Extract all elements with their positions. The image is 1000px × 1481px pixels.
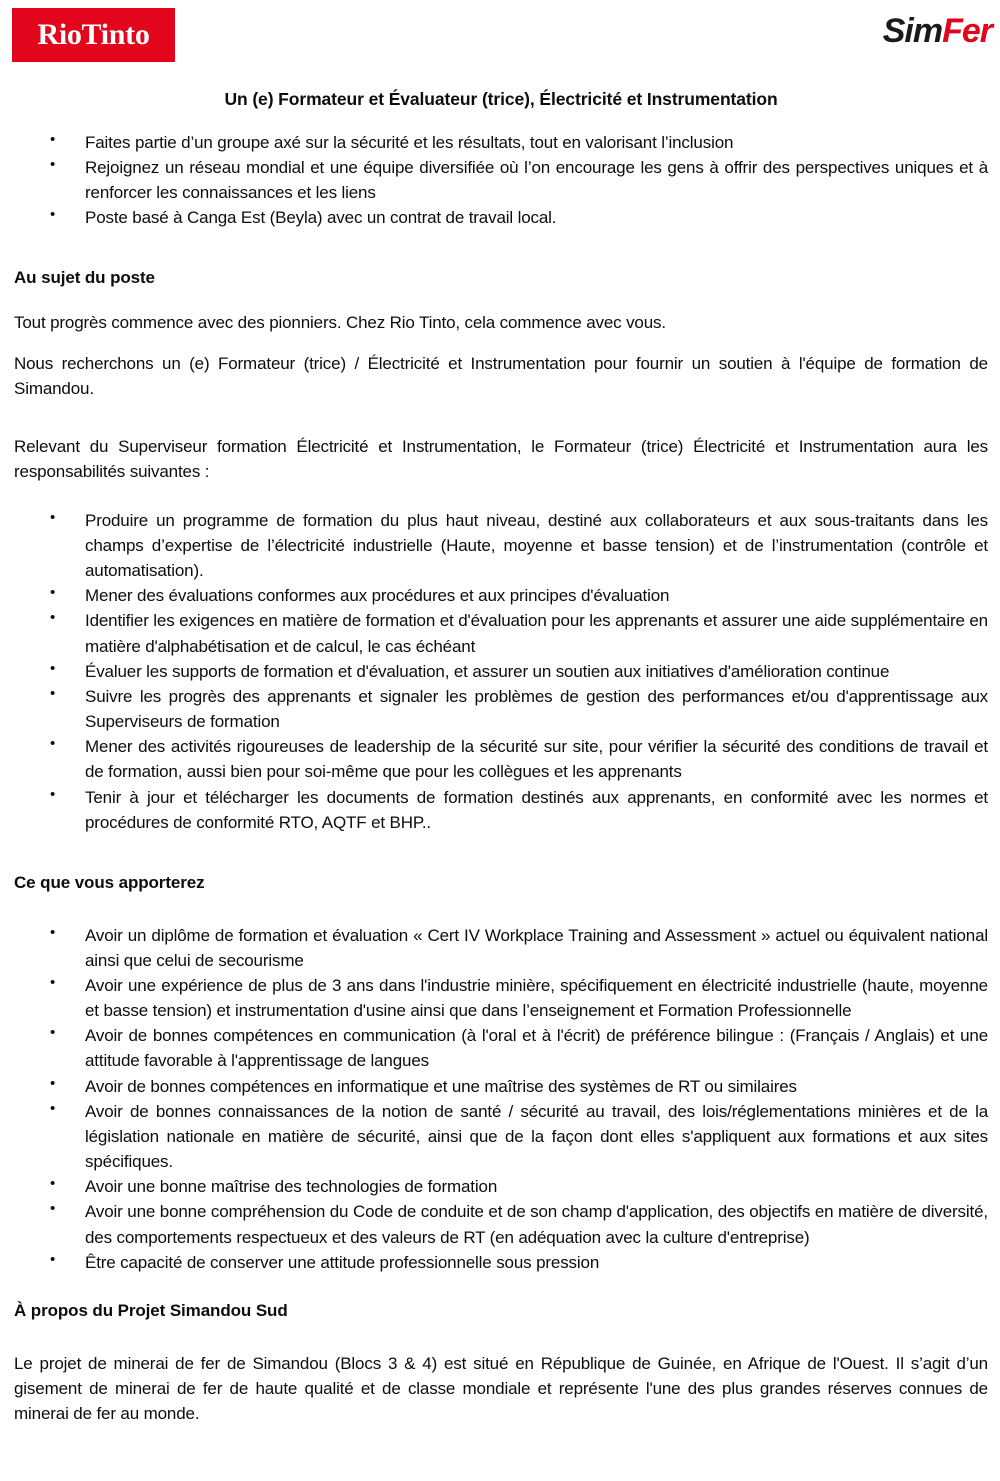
list-item: • Être capacité de conserver une attitude professionnelle sous pression — [14, 1250, 988, 1275]
section-heading-what-you-bring: Ce que vous apporterez — [14, 872, 205, 892]
simfer-wordmark-fer: Fer — [942, 12, 992, 50]
list-item: • Avoir une expérience de plus de 3 ans dans l'industrie minière, spécifiquement en électricité industrielle (haute, moyenne et basse tension) et instrumentation d'usine ainsi que dans l’enseignement et Formation Professionnelle — [14, 973, 988, 1023]
riotinto-wordmark: RioTinto — [37, 18, 150, 51]
section-heading-about-project: À propos du Projet Simandou Sud — [14, 1300, 288, 1320]
list-item: • Avoir un diplôme de formation et évaluation « Cert IV Workplace Training and Assessment » actuel ou équivalent national ainsi que celui de secourisme — [14, 923, 988, 973]
list-item: • Poste basé à Canga Est (Beyla) avec un contrat de travail local. — [14, 205, 988, 230]
list-item: • Avoir de bonnes connaissances de la notion de santé / sécurité au travail, des lois/réglementations minières et de la législation nationale en matière de sécurité, ainsi que de la façon dont elles s'appliquent aux formations et aux sites spécifiques. — [14, 1099, 988, 1174]
list-item: • Faites partie d’un groupe axé sur la sécurité et les résultats, tout en valorisant l’inclusion — [14, 130, 988, 155]
document-header — [0, 0, 1000, 72]
section-heading-about-role: Au sujet du poste — [14, 268, 155, 288]
list-item: • Avoir une bonne compréhension du Code de conduite et de son champ d'application, des objectifs en matière de diversité, des comportements respectueux et des valeurs de RT (en adéquation avec la culture d'entreprise) — [14, 1199, 988, 1249]
about-role-paragraph-1: Tout progrès commence avec des pionniers. Chez Rio Tinto, cela commence avec vous. — [14, 313, 666, 333]
intro-bullet-list — [14, 130, 988, 231]
simfer-wordmark-sim: Sim — [882, 12, 943, 50]
about-role-paragraph-2: Nous recherchons un (e) Formateur (trice) / Électricité et Instrumentation pour fournir un soutien à l'équipe de formation de Simandou. — [14, 354, 988, 399]
page-title: Un (e) Formateur et Évaluateur (trice), Électricité et Instrumentation — [224, 89, 778, 109]
list-item: • Identifier les exigences en matière de formation et d'évaluation pour les apprenants et assurer une aide supplémentaire en matière d'alphabétisation et de calcul, le cas échéant — [14, 608, 988, 658]
list-item: • Tenir à jour et télécharger les documents de formation destinés aux apprenants, en conformité avec les normes et procédures de conformité RTO, AQTF et BHP.. — [14, 785, 988, 835]
list-item: • Avoir de bonnes compétences en communication (à l'oral et à l'écrit) de préférence bilingue : (Français / Anglais) et une attitude favorable à l'apprentissage de langues — [14, 1023, 988, 1073]
about-project-paragraph-1: Le projet de minerai de fer de Simandou (Blocs 3 & 4) est situé en République de Guinée, en Afrique de l'Ouest. Il s’agit d’un gisement de minerai de fer de haute qualité et de classe mondiale et représente l'une des plus grandes réserves connues de minerai de fer au monde. — [14, 1353, 988, 1423]
list-item: • Rejoignez un réseau mondial et une équipe diversifiée où l’on encourage les gens à offrir des perspectives uniques et à renforcer les connaissances et les liens — [14, 155, 988, 205]
riotinto-logo — [12, 8, 175, 62]
list-item: • Suivre les progrès des apprenants et signaler les problèmes de gestion des performances et/ou d'apprentissage aux Superviseurs de formation — [14, 684, 988, 734]
list-item: • Mener des activités rigoureuses de leadership de la sécurité sur site, pour vérifier la sécurité des conditions de travail et de formation, aussi bien pour soi-même que pour les collègues et les apprenants — [14, 734, 988, 784]
list-item: • Avoir de bonnes compétences en informatique et une maîtrise des systèmes de RT ou similaires — [14, 1074, 988, 1099]
list-item: • Avoir une bonne maîtrise des technologies de formation — [14, 1174, 988, 1199]
document-content — [0, 88, 1000, 1426]
simfer-logo — [883, 14, 992, 48]
list-item: • Mener des évaluations conformes aux procédures et aux principes d'évaluation — [14, 583, 988, 608]
about-role-paragraph-3: Relevant du Superviseur formation Électricité et Instrumentation, le Formateur (trice) Électricité et Instrumentation aura les responsabilités suivantes : — [14, 436, 988, 481]
responsibilities-list — [14, 508, 988, 835]
what-you-bring-list — [14, 923, 988, 1275]
list-item: • Produire un programme de formation du plus haut niveau, destiné aux collaborateurs et aux sous-traitants dans les champs d’expertise de l’électricité industrielle (Haute, moyenne et basse tension) et de l’instrumentation (contrôle et automatisation). — [14, 508, 988, 583]
list-item: • Évaluer les supports de formation et d'évaluation, et assurer un soutien aux initiatives d'amélioration continue — [14, 659, 988, 684]
